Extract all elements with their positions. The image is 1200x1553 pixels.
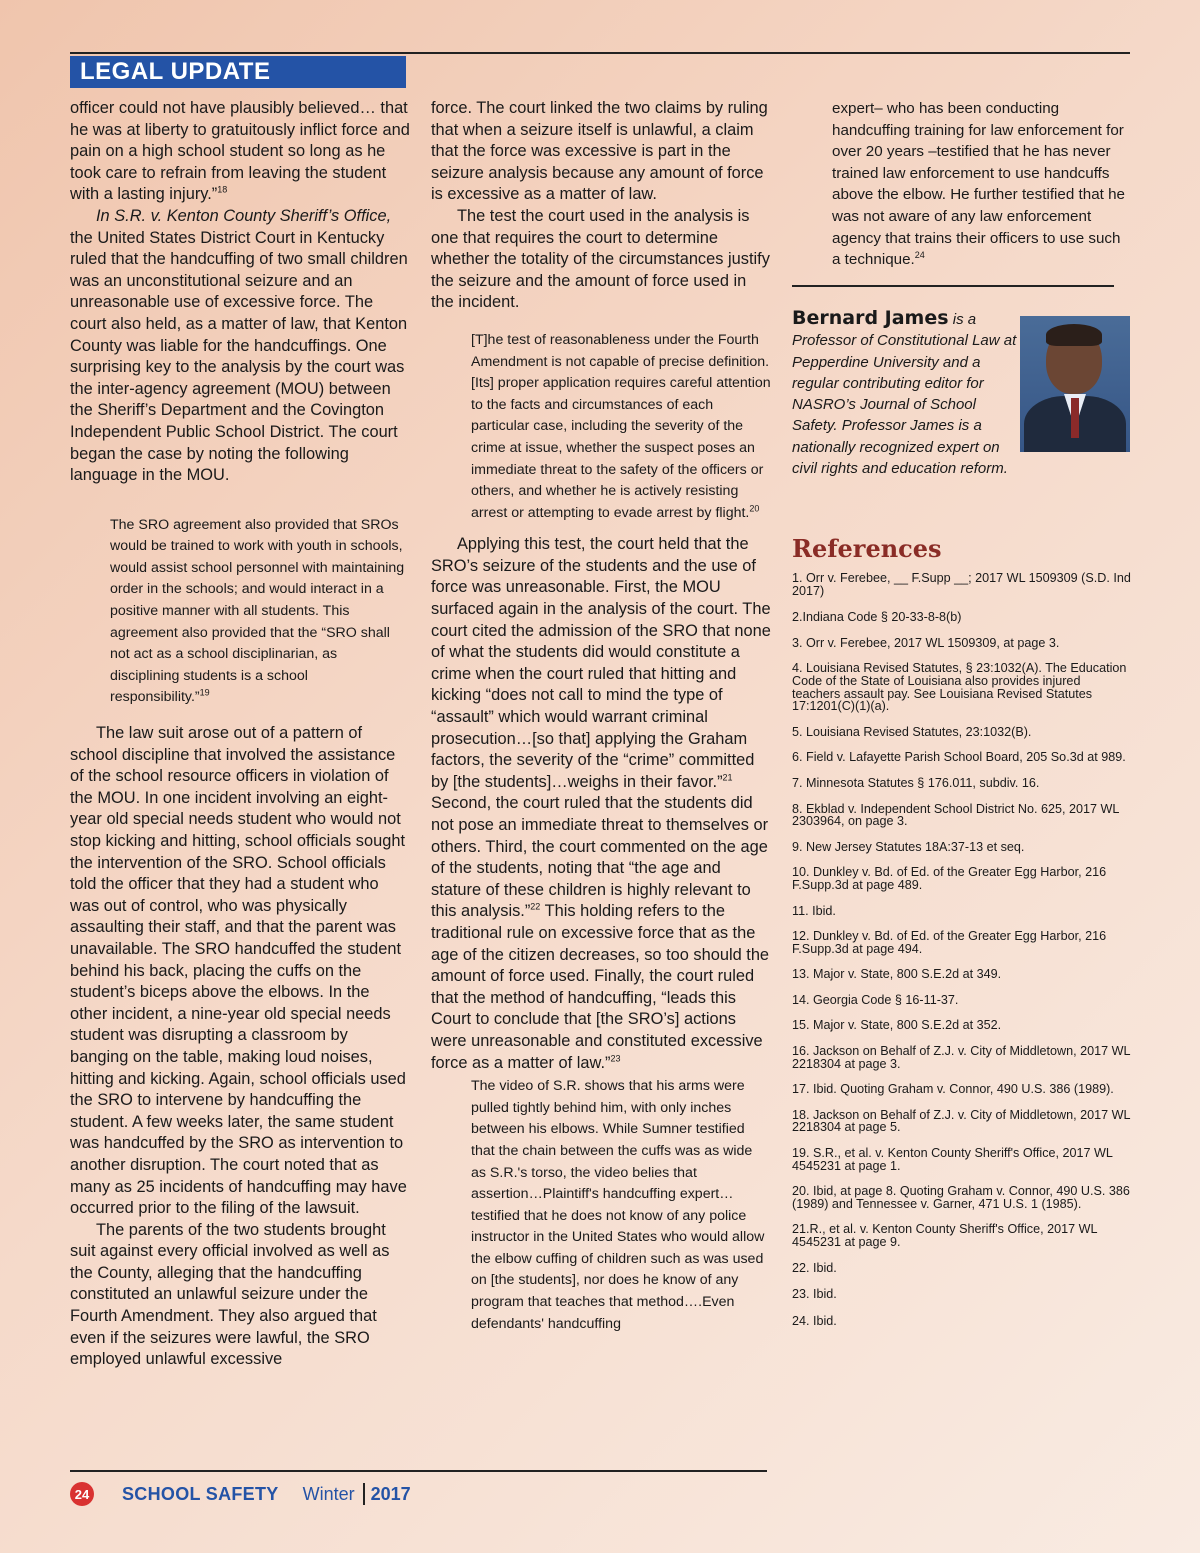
reference-item: 8. Ekblad v. Independent School District No. 625, 2017 WL 2303964, on page 3.	[792, 801, 1119, 829]
reference-item: 14. Georgia Code § 16-11-37.	[792, 992, 959, 1007]
reference-item: 6. Field v. Lafayette Parish School Board, 205 So.3d at 989.	[792, 750, 1126, 765]
reference-item: 4. Louisiana Revised Statutes, § 23:1032(A). The Education Code of the State of Louisiana also provides injured teachers assault pay. See Louisiana Revised Statutes 17:1201(C)(1)(a).	[792, 661, 1127, 714]
footnote-marker: 23	[610, 1053, 621, 1064]
reference-item: 21.R., et al. v. Kenton County Sheriff's Office, 2017 WL 4545231 at page 9.	[792, 1222, 1098, 1249]
paragraph: The law suit arose out of a pattern of school discipline that involved the assistance of the school resource officers in violation of the MOU. In one incident involving an eight-year old special needs student who would not stop kicking and hitting, school officials sought the intervention of the SRO. School officials told the officer that they had a student who was out of control, who was physically assaulting their staff, and that the parent was unavailable. The SRO handcuffed the student behind his back, placing the cuffs on the student’s biceps above the elbows. In the other incident, a nine-year old special needs student was disrupting a classroom by banging on the table, making loud noises, hitting and kicking. Again, school officials used the SRO to intervene by handcuffing the student. A few weeks later, the same student was handcuffed by the SRO as intervention to another disruption. The court noted that as many as 25 incidents of handcuffing may have occurred prior to the filing of the lawsuit.	[70, 724, 407, 1218]
issue-season: Winter	[302, 1483, 355, 1504]
paragraph: The parents of the two students brought suit against every official involved as well as the County, alleging that the handcuffing constituted an unlawful seizure under the Fourth Amendment. They also argued that even if the seizures were lawful, the SRO employed unlawful excessive	[70, 1220, 390, 1369]
block-quote: The SRO agreement also provided that SROs would be trained to work with youth in schools, would assist school personnel with maintaining order in the schools; and would interact in a positive manner with all students. This agreement also provided that the “SRO shall not act as a school disciplinarian, as disciplining students is a school responsibility.”$^{19}$	[110, 516, 405, 706]
reference-item: 7. Minnesota Statutes § 176.011, subdiv. 16.	[792, 775, 1040, 790]
reference-item: 11. Ibid.	[792, 903, 836, 918]
reference-item: 20. Ibid, at page 8. Quoting Graham v. Connor, 490 U.S. 386 (1989) and Tennessee v. Garner, 471 U.S. 1 (1985).	[792, 1184, 1130, 1211]
reference-item: 19. S.R., et al. v. Kenton County Sheriff's Office, 2017 WL 4545231 at page 1.	[792, 1146, 1113, 1173]
reference-item: 16. Jackson on Behalf of Z.J. v. City of Middletown, 2017 WL 2218304 at page 3.	[792, 1044, 1131, 1071]
paragraph: In S.R. v. Kenton County Sheriff’s Office, the United States District Court in Kentucky ruled that the handcuffing of two small children was an unconstitutional seizure and an unreasonable use of excessive force. The court also held, as a matter of law, that Kenton County was liable for the handcuffings. One surprising key to the analysis by the court was the inter-agency agreement (MOU) between the Sheriff’s Department and the Covington Independent Public School District. The court began the case by noting the following language in the MOU.	[70, 206, 408, 485]
page-footer	[70, 1482, 411, 1506]
footnote-marker: 19	[199, 687, 210, 698]
reference-item: 22. Ibid.	[792, 1260, 837, 1275]
reference-item: 18. Jackson on Behalf of Z.J. v. City of Middletown, 2017 WL 2218304 at page 5.	[792, 1107, 1131, 1135]
paragraph: Applying this test, the court held that the SRO’s seizure of the students and the use of force was unreasonable. First, the MOU surfaced again in the analysis of the court. The court cited the admission of the SRO that none of what the students did would constitute a crime when the court ruled that hitting and kicking “does not call to mind the type of “assault” which would warrant criminal prosecution…[so that] applying the Graham factors, the severity of the “crime” committed by [the students]…weighs in their favor.”$^{21}$ Second, the court ruled that the students did not pose an immediate threat to themselves or others. Third, the court commented on the age of the students, noting that “the age and stature of these children is highly relevant to this analysis.”$^{22}$ This holding refers to the traditional rule on excessive force that as the age of the citizen decreases, so too should the amount of force used. Finally, the court ruled that the method of handcuffing, “leads this Court to conclude that [the SRO’s] actions were unreasonable and constituted excessive force as a matter of law.”$^{23}$	[431, 535, 771, 1072]
footnote-marker: 22	[530, 901, 541, 912]
references-list	[792, 572, 1132, 1327]
bottom-rule	[70, 1470, 767, 1472]
footnote-marker: 20	[749, 502, 760, 513]
page-number: 24	[70, 1482, 94, 1506]
reference-item: 10. Dunkley v. Bd. of Ed. of the Greater Egg Harbor, 216 F.Supp.3d at page 489.	[792, 865, 1107, 892]
reference-item: 1. Orr v. Ferebee, __ F.Supp __; 2017 WL 1509309 (S.D. Ind 2017)	[792, 571, 1131, 598]
reference-item: 17. Ibid. Quoting Graham v. Connor, 490 U.S. 386 (1989).	[792, 1082, 1114, 1097]
author-description: is a Professor of Constitutional Law at Pepperdine University and a regular contributing editor for NASRO’s Journal of School Safety. Professor James is a nationally recognized expert on civil rights and education reform.	[792, 311, 1017, 478]
reference-item: 3. Orr v. Ferebee, 2017 WL 1509309, at page 3.	[792, 635, 1060, 650]
block-quote: The video of S.R. shows that his arms were pulled tightly behind him, with only inches between his elbows. While Sumner testified that the chain between the cuffs was as wide as S.R.'s torso, the video belies that assertion…Plaintiff's handcuffing expert…testified that he does not know of any police instructor in the United States who would allow the elbow cuffing of children such as was used on [the students], nor does he know of any program that teaches that method….Even defendants' handcuffing	[471, 1078, 765, 1332]
issue-year: 2017	[370, 1483, 411, 1504]
case-name: In S.R. v. Kenton County Sheriff’s Office,	[96, 206, 392, 225]
column-2	[431, 98, 771, 1335]
column-1	[70, 98, 410, 1371]
footnote-marker: 21	[722, 772, 733, 783]
author-bio	[792, 308, 1018, 479]
paragraph: force. The court linked the two claims by ruling that when a seizure itself is unlawful, a claim that the force was excessive is part in the seizure analysis because any amount of force is excessive as a matter of law.	[431, 99, 768, 204]
reference-item: 12. Dunkley v. Bd. of Ed. of the Greater Egg Harbor, 216 F.Supp.3d at page 494.	[792, 929, 1107, 956]
reference-item: 24. Ibid.	[792, 1313, 837, 1328]
footer-divider	[363, 1483, 365, 1505]
reference-item: 23. Ibid.	[792, 1287, 837, 1302]
paragraph: expert– who has been conducting handcuffing training for law enforcement for over 20 years –testified that he has never trained law enforcement to use handcuffs above the elbow. He further testified that he was not aware of any law enforcement agency that trains their officers to use such a technique.$^{24}$	[832, 100, 1125, 269]
block-quote: [T]he test of reasonableness under the Fourth Amendment is not capable of precise definition. [Its] proper application requires careful attention to the facts and circumstances of each particular case, including the severity of the crime at issue, whether the suspect poses an immediate threat to the safety of the officers or others, and whether he is actively resisting arrest or attempting to evade arrest by flight.$^{20}$	[471, 331, 771, 521]
top-rule	[70, 52, 1130, 54]
section-banner: LEGAL UPDATE	[70, 56, 406, 88]
column-3	[792, 98, 1132, 271]
reference-item: 13. Major v. State, 800 S.E.2d at 349.	[792, 967, 1002, 982]
reference-item: 15. Major v. State, 800 S.E.2d at 352.	[792, 1018, 1002, 1033]
reference-item: 2.Indiana Code § 20-33-8-8(b)	[792, 610, 962, 625]
paragraph: The test the court used in the analysis is one that requires the court to determine whether the totality of the circumstances justify the seizure and the amount of force used in the incident.	[431, 206, 770, 312]
magazine-title: SCHOOL SAFETY	[122, 1483, 279, 1504]
paragraph: officer could not have plausibly believed… that he was at liberty to gratuitously inflict force and pain on a high school student so long as he took care to refrain from leaving the student with a lasting injury.”$^{18}$	[70, 99, 410, 204]
column-rule	[792, 285, 1114, 287]
reference-item: 5. Louisiana Revised Statutes, 23:1032(B).	[792, 724, 1032, 739]
author-photo	[1020, 316, 1130, 452]
footnote-marker: 24	[914, 250, 925, 261]
author-name: Bernard James	[792, 307, 949, 329]
reference-item: 9. New Jersey Statutes 18A:37-13 et seq.	[792, 839, 1025, 854]
footnote-marker: 18	[217, 184, 228, 195]
references-title: References	[792, 534, 942, 563]
